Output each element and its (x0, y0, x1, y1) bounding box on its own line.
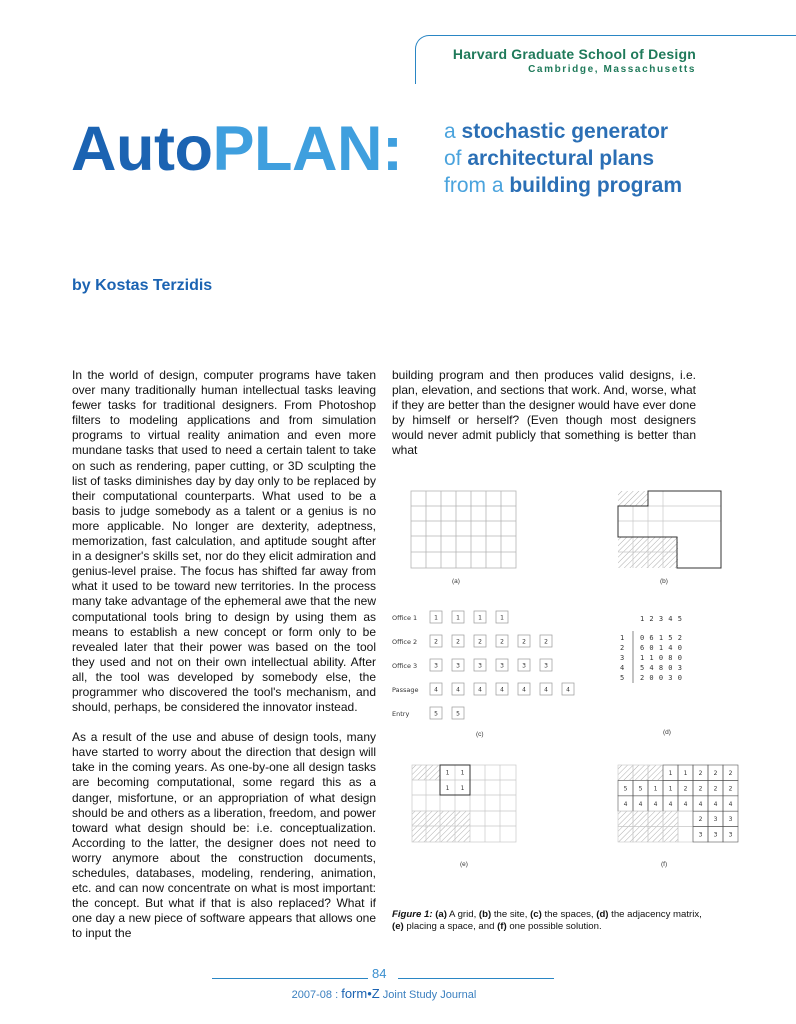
site-hatch-cell (618, 827, 633, 842)
title-part-plan: PLAN: (212, 114, 403, 184)
matrix-row-values: 0 6 1 5 2 (640, 634, 683, 642)
solution-cell-id: 3 (713, 831, 718, 839)
caption-sub-text: the spaces, (541, 909, 597, 920)
solution-cell-id: 2 (698, 770, 703, 777)
solution-cell-id: 4 (698, 800, 703, 808)
matrix-row-values: 1 1 0 8 0 (640, 654, 683, 662)
site-hatch-cell (633, 765, 648, 780)
site-hatch-cell (633, 811, 648, 826)
solution-cell-id: 4 (668, 800, 673, 808)
figure-f-solution (617, 764, 733, 846)
space-cell-id: 5 (456, 710, 460, 718)
figure-e-placing (411, 764, 519, 846)
caption-sub-ref: (e) (392, 921, 404, 932)
site-hatch-cell (663, 811, 678, 826)
subfigure-label-f: (f) (661, 861, 668, 868)
formz-logo: form•Z (341, 986, 380, 1001)
site-hatch-cell (648, 827, 663, 842)
solution-cell-id: 2 (728, 785, 733, 793)
subtitle-line: of architectural plans (444, 147, 655, 170)
institution-location: Cambridge, Massachusetts (528, 64, 696, 75)
matrix-header: 1 2 3 4 5 (640, 615, 683, 623)
space-cell-id: 3 (544, 662, 548, 670)
space-cell-id: 3 (434, 662, 438, 670)
spaces-drawing (392, 605, 582, 720)
figure-d-matrix (620, 613, 690, 688)
caption-sub-text: the adjacency matrix, (608, 909, 702, 920)
caption-sub-text: A grid, (446, 909, 479, 920)
space-cell-id: 4 (500, 686, 504, 694)
solution-cell-id: 5 (638, 785, 643, 793)
subfigure-label-a: (a) (452, 578, 460, 585)
space-cell-id: 3 (500, 662, 504, 670)
space-cell-id: 3 (522, 662, 526, 670)
subfigure-label-c: (c) (476, 731, 484, 738)
space-cell-id: 3 (456, 662, 460, 670)
solution-cell-id: 3 (713, 816, 718, 824)
adjacency-matrix (620, 613, 690, 688)
space-cell-id: 3 (478, 662, 482, 670)
figure-c-spaces (392, 605, 582, 720)
site-hatch-cell (648, 765, 663, 780)
matrix-row-values: 6 0 1 4 0 (640, 644, 683, 652)
solution-cell-id: 2 (683, 785, 688, 793)
solution-cell (678, 811, 693, 826)
author-byline: by Kostas Terzidis (72, 277, 213, 294)
caption-sub-ref: (c) (530, 909, 542, 920)
space-cell-id: 4 (456, 686, 460, 694)
space-cell-id: 4 (522, 686, 526, 694)
caption-sub-ref: (f) (497, 921, 507, 932)
solution-cell-id: 5 (623, 785, 628, 793)
space-cell-id: 1 (434, 614, 438, 622)
solution-cell-id: 4 (653, 800, 658, 808)
solution-cell-id: 3 (728, 816, 733, 824)
matrix-row-label: 4 (620, 664, 625, 672)
matrix-row-label: 3 (620, 654, 625, 662)
caption-sub-text: placing a space, and (403, 921, 498, 932)
space-cell-id: 2 (478, 638, 482, 646)
subfigure-label-e: (e) (460, 861, 468, 868)
subtitle-line: a stochastic generator (444, 120, 669, 143)
caption-sub-text: the site, (491, 909, 531, 920)
solution-cell-id: 2 (698, 785, 703, 793)
body-column-left (72, 368, 376, 941)
caption-sub-ref: (a) (435, 909, 447, 920)
caption-sub-text: one possible solution. (506, 921, 602, 932)
site-hatch-cell (618, 765, 633, 780)
solution-cell-id: 4 (713, 800, 718, 808)
caption-sub-ref: (d) (596, 909, 609, 920)
site-hatch-cell (618, 811, 633, 826)
space-cell-id: 1 (478, 614, 482, 622)
article-subtitle (444, 118, 682, 199)
figure-a-grid (410, 490, 518, 570)
solution-cell (678, 827, 693, 842)
space-label: Office 3 (392, 662, 418, 670)
space-cell-id: 4 (544, 686, 548, 694)
svg-text:1: 1 (445, 785, 450, 792)
space-cell-id: 2 (434, 638, 438, 646)
space-cell-id: 2 (500, 638, 504, 646)
title-part-auto: Auto (71, 114, 213, 184)
subfigure-label-b: (b) (660, 578, 668, 585)
solution-drawing (617, 764, 733, 846)
svg-text:1: 1 (445, 769, 450, 777)
space-cell-id: 2 (456, 638, 460, 646)
figure-caption (392, 909, 702, 933)
caption-text (392, 909, 702, 932)
space-cell-id: 4 (566, 686, 570, 694)
figure-b-site (617, 490, 723, 572)
matrix-row-values: 5 4 8 0 3 (640, 664, 683, 672)
matrix-row-label: 1 (620, 634, 625, 642)
space-label: Office 1 (392, 614, 418, 622)
solution-cell-id: 1 (683, 770, 688, 777)
space-cell-id: 5 (434, 710, 438, 718)
space-cell-id: 4 (478, 686, 482, 694)
space-cell-id: 2 (544, 638, 548, 646)
solution-cell-id: 3 (698, 831, 703, 839)
site-hatch-cell (663, 827, 678, 842)
space-cell-id: 1 (500, 614, 504, 622)
solution-cell-id: 1 (668, 770, 673, 777)
site-hatch-cell (633, 827, 648, 842)
svg-text:1: 1 (460, 769, 465, 777)
solution-cell-id: 4 (638, 800, 643, 808)
paragraph: In the world of design, computer programs have taken over many traditionally human intellectual tasks leaving fewer tasks for traditional designers. From Photoshop filters to modeling applications and from simulation programs to virtual reality animation and even more mundane tasks that used to need a certain talent to take on such as rendering, paper cutting, or 3D sculpting the list of tasks diminishes day by day only to be replaced by their computational counterparts. What used to be a basis to judge somebody as a talent or a genius is no more applicable. No longer are dexterity, adeptness, memorization, fast calculation, and aptitude sought after in a designer's skills set, nor do they elicit admiration and genius-level praise. The focus has shifted far away from what it used to be toward new territories. In the process many take advantage of the ephemeral awe that the new computational tools bring to design by using them as means to establish a new concept or form only to be revealed later that their power was based on the tool they used and not on their own intellectual ability. After all, the tool was developed by somebody else, the programmer who discovered the tool's mechanism, and should, perhaps, be considered the innovator instead. (72, 368, 376, 715)
matrix-row-values: 2 0 0 3 0 (640, 674, 683, 682)
solution-cell-id: 1 (668, 785, 673, 793)
body-column-right (392, 368, 696, 459)
solution-cell-id: 4 (728, 800, 733, 808)
solution-cell-id: 3 (728, 831, 733, 839)
caption-label: Figure 1: (392, 909, 433, 920)
paragraph: building program and then produces valid designs, i.e. plan, elevation, and sections that work. And, worse, what if they are better than the designer would have ever done by himself or herself? (Even though most designers would never admit publicly that something is better than what (392, 368, 696, 458)
page-number: 84 (372, 966, 387, 981)
space-label: Entry (392, 710, 410, 718)
matrix-row-label: 2 (620, 644, 625, 652)
space-cell-id: 1 (456, 614, 460, 622)
institution-name: Harvard Graduate School of Design (452, 46, 696, 62)
solution-cell-id: 4 (623, 800, 628, 808)
site-hatch-cell (648, 811, 663, 826)
solution-cell-id: 2 (698, 816, 703, 824)
site-drawing (617, 490, 723, 572)
space-label: Office 2 (392, 638, 418, 646)
space-cell-id: 2 (522, 638, 526, 646)
matrix-row-label: 5 (620, 674, 625, 682)
solution-cell-id: 2 (713, 785, 718, 793)
journal-footer: 2007-08 : form•Z Joint Study Journal (291, 986, 477, 1001)
solution-cell-id: 2 (713, 770, 718, 777)
subfigure-label-d: (d) (663, 729, 671, 736)
article-title (71, 114, 403, 184)
placing-drawing (411, 764, 519, 846)
grid-drawing (410, 490, 518, 570)
paragraph: As a result of the use and abuse of design tools, many have started to worry about the direction that design will take in the coming years. As one-by-one all design tasks are becoming computational, some regard this as a danger, misfortune, or an appropriation of what design should be and others as a liberation, freedom, and power toward what design should be: i.e. conceptualization. According to the latter, the designer does not need to worry anymore about the construction documents, schedules, databases, modeling, rendering, animation, etc. and can now concentrate on what is most important: the concept. But what if that is also replaced? What if one day a new piece of software appears that allows one to input the (72, 730, 376, 941)
footer-rule-left (212, 978, 368, 979)
svg-text:1: 1 (460, 785, 465, 792)
caption-sub-ref: (b) (478, 909, 492, 920)
solution-cell-id: 1 (653, 785, 658, 793)
solution-cell-id: 4 (683, 800, 688, 808)
solution-cell-id: 2 (728, 770, 733, 777)
subtitle-line: from a building program (444, 174, 683, 197)
space-cell-id: 4 (434, 686, 438, 694)
footer-rule-right (398, 978, 554, 979)
space-label: Passage (392, 686, 419, 694)
